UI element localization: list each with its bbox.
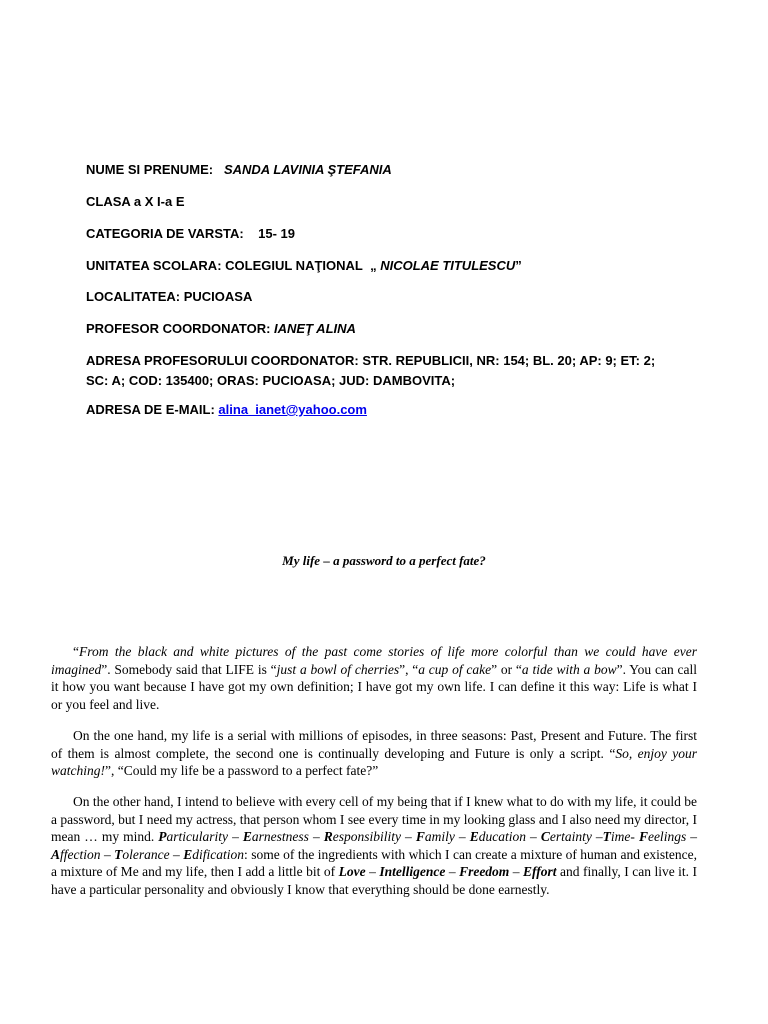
- school-line: [86, 258, 522, 274]
- keyword-initial: C: [540, 829, 550, 845]
- bold-keyword: Effort: [523, 864, 557, 880]
- separator: –: [401, 829, 416, 845]
- address-line-2: SC: A; COD: 135400; ORAS: PUCIOASA; JUD: DAMBOVITA;: [86, 373, 456, 388]
- keyword-rest: amily: [424, 829, 455, 845]
- age-line: [86, 226, 295, 242]
- keyword-rest: eelings: [647, 829, 687, 845]
- bold-keyword: Love: [338, 864, 366, 880]
- keyword: [158, 829, 228, 844]
- keyword-initial: F: [638, 829, 648, 845]
- essay-paragraph-1: [51, 643, 697, 713]
- separator: –: [454, 829, 470, 845]
- student-name: SANDA LAVINIA ŞTEFANIA: [223, 162, 392, 177]
- essay-paragraph-2: [51, 727, 697, 780]
- email-link[interactable]: alina_ianet@yahoo.com: [218, 402, 367, 417]
- text-span: ”. Somebody said that LIFE is “: [101, 661, 277, 677]
- text-span: “: [73, 644, 79, 659]
- teacher-name: IANEŢ ALINA: [274, 321, 356, 336]
- keyword: [541, 829, 592, 844]
- address-line-1: ADRESA PROFESORULUI COORDONATOR: STR. REPUBLICII, NR: 154; BL. 20; AP: 9; ET: 2;: [86, 353, 656, 368]
- keyword-initial: T: [602, 829, 611, 845]
- keyword-initial: P: [158, 829, 167, 845]
- keyword: [114, 847, 169, 862]
- separator: –: [591, 829, 603, 845]
- keyword: [416, 829, 455, 844]
- keyword-initial: E: [469, 829, 479, 845]
- school-close-quote: ”: [515, 258, 522, 273]
- keyword: [603, 829, 631, 844]
- locality-line: LOCALITATEA: PUCIOASA: [86, 289, 253, 304]
- email-label: ADRESA DE E-MAIL:: [86, 402, 215, 417]
- age-value: 15- 19: [258, 226, 296, 241]
- keyword-initial: E: [242, 829, 252, 845]
- text-span: On the other hand, I intend to believe with every cell of my being that if I knew what to do with my life, it could be a password, but I need my actress, that person whom I see every time in my looking glass and I also need my director, I mean … my mind.: [51, 794, 697, 845]
- text-span: ”. You can call it how you want because I have got my own definition; I have got my own life. I can define it this way: Life is what I or you feel and live.: [51, 661, 697, 712]
- separator: –: [169, 846, 184, 862]
- keyword-rest: ime: [610, 829, 631, 845]
- text-span: On the one hand, my life is a serial with millions of episodes, in three seasons: Past, Present and Future. The first of them is almost complete, the second one is continually developing and Future is only a script. “: [51, 728, 697, 761]
- keyword-initial: T: [114, 846, 123, 862]
- keyword-initial: E: [183, 846, 193, 862]
- essay-title: My life – a password to a perfect fate?: [282, 553, 486, 568]
- separator: –: [525, 829, 541, 845]
- keyword-initial: A: [51, 846, 61, 862]
- keyword: [183, 847, 244, 862]
- keyword: [243, 829, 309, 844]
- quote-text: a tide with a bow: [521, 661, 617, 677]
- keyword-rest: arnestness: [251, 829, 309, 845]
- separator: –: [228, 829, 243, 845]
- keyword-initial: F: [415, 829, 425, 845]
- quote-text: a cup of cake: [418, 661, 492, 677]
- school-open-quote: „: [370, 258, 377, 273]
- separator: –: [445, 864, 460, 880]
- quote-text: just a bowl of cherries: [276, 661, 400, 677]
- keyword: [639, 829, 686, 844]
- text-span: and finally, I can live it. I have a particular personality and obviously I know that everything should be done earnestly.: [51, 864, 698, 897]
- name-label: NUME SI PRENUME:: [86, 162, 214, 177]
- class-line: CLASA a X I-a E: [86, 194, 185, 209]
- separator: –: [509, 864, 524, 880]
- age-label: CATEGORIA DE VARSTA:: [86, 226, 244, 241]
- teacher-address: [86, 351, 655, 391]
- teacher-line: [86, 321, 356, 337]
- keyword-rest: dification: [192, 846, 245, 862]
- keyword-rest: ertainty: [549, 829, 592, 845]
- school-name: NICOLAE TITULESCU: [380, 258, 516, 273]
- bold-keyword: Freedom: [459, 864, 510, 880]
- keyword-rest: ffection: [60, 846, 101, 862]
- text-span: : some of the ingredients with which I can create a mixture of human and existence, a mixture of Me and my life, then I add a little bit of: [51, 846, 698, 880]
- keyword-rest: esponsibility: [332, 829, 402, 845]
- separator: –: [100, 846, 115, 862]
- keyword-initial: R: [323, 829, 333, 845]
- teacher-label: PROFESOR COORDONATOR:: [86, 321, 271, 336]
- separator: –: [365, 864, 380, 880]
- text-span: ” or “: [491, 661, 522, 677]
- text-span: ”, “Could my life be a password to a perfect fate?”: [105, 763, 379, 779]
- essay-paragraph-3: [51, 793, 697, 899]
- text-span: ”, “: [399, 661, 419, 677]
- keyword: [470, 829, 526, 844]
- keyword: [51, 847, 101, 862]
- separator: –: [308, 829, 324, 845]
- keyword-rest: ducation: [478, 829, 526, 845]
- separator: -: [630, 829, 639, 845]
- quote-text: So, enjoy your watching!: [51, 745, 697, 779]
- bold-keyword: Intelligence: [379, 864, 446, 880]
- quote-text: From the black and white pictures of the past come stories of life more colorful than we could have ever imagined: [51, 644, 697, 677]
- name-line: [86, 162, 392, 178]
- school-label: UNITATEA SCOLARA: COLEGIUL NAŢIONAL: [86, 258, 363, 273]
- keyword: [324, 829, 401, 844]
- keyword-rest: articularity: [166, 829, 229, 845]
- email-line: [86, 402, 367, 418]
- keyword-rest: olerance: [122, 846, 170, 862]
- separator: –: [686, 829, 697, 845]
